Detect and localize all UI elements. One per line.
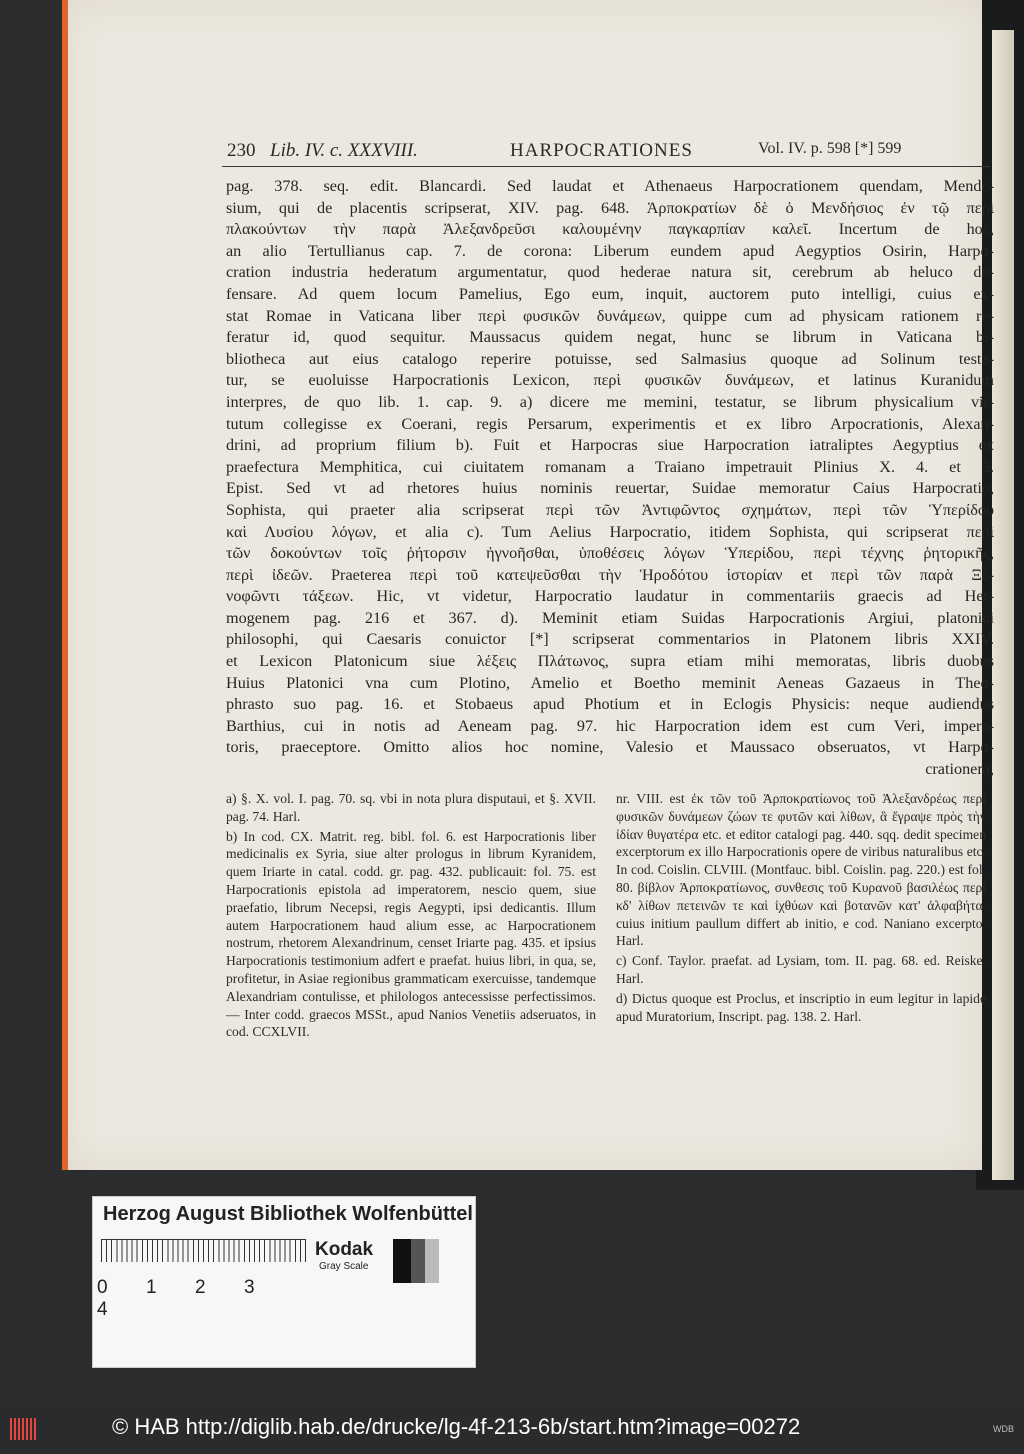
text-line: περὶ ἰδεῶν. Praeterea περὶ τοῦ κατεψεῦσθαι τὴν Ἡροδότου ἱστορίαν et περὶ τῶν παρὰ Ξε- [226,565,994,584]
text-line: an alio Tertullianus cap. 7. de corona: Liberum eundem apud Aegyptios Osirin, Harpo- [226,241,994,260]
footnote: a) §. X. vol. I. pag. 70. sq. vbi in nota plura disputaui, et §. XVII. pag. 74. Harl. [226,791,596,824]
text-line: praefectura Memphitica, cui ciuitatem romanam a Traiano impetrauit Plinius X. 4. et 5. [226,457,994,476]
text-line: νοφῶντι τάξεων. Hic, vt videtur, Harpocratio laudatur in commentariis graecis ad Her- [226,587,994,606]
header-rule [222,166,990,167]
text-line: καὶ Λυσίου λόγων, et alia c). Tum Aelius Harpocratio, itidem Sophista, qui scripserat περὶ [226,522,994,541]
text-line: et Lexicon Platonicum siue λέξεις Πλάτωνος, supra etiam mihi memoratas, libris duobus [226,652,994,671]
footnotes-right-column [616,790,986,1027]
text-line: crationem, [925,760,994,779]
library-name: Herzog August Bibliothek Wolfenbüttel [103,1203,473,1225]
text-line: stat Romae in Vaticana liber περὶ φυσικῶν δυνάμεων, quippe cum ad physicam rationem re- [226,306,994,325]
text-line: phrasto suo pag. 16. et Stobaeus apud Photium et in Eclogis Physicis: neque audiendus [226,695,994,714]
footnote: b) In cod. CX. Matrit. reg. bibl. fol. 6. est Harpocrationis liber medicinalis ex Syria, siue alter prologus in librum Kyranidem, quem Iriarte in catal. codd. gr. pag. 432. publicauit: fol. 75. est Harpocrationis epistola ad imperatorem, nescio quem, siue praefatio, librum Necepsi, regis Aegypti, ipsi dedicantis. Illum autem Harpocrationem haud alium esse, ac Harpocrationem nostrum, rhetorem Alexandrinum, censet Iriarte pag. 435. et ipsius Harpocrationis testimonium adfert e praefat. huius libri, in qua, se, profitetur, in Asiae regionibus grammaticam exercuisse, tandemque Alexandriam contulisse, et philologos antecessisse perfectissimos. — Inter codd. graecos MSSt., apud Nanios Venetiis adseruatos, in cod. CCXLVII. [226,828,596,1040]
text-line: cration industria hederatum argumentatur, quod hederae natura sit, cerebrum ab heluco de- [226,263,994,282]
text-line: Barthius, cui in notis ad Aeneam pag. 97. hic Harpocration idem est cum Veri, impera- [226,716,994,735]
text-line: Sophista, qui praeter alia scripserat περὶ τῶν Ἀντιφῶντος σχημάτων, περὶ τῶν Ὑπερίδου [226,500,994,519]
library-color-chart [92,1196,476,1368]
text-line: feratur id, quod sequitur. Maussacus quidem negat, hunc se librum in Vaticana bi- [226,328,994,347]
text-line: sium, qui de placentis scripserat, XIV. pag. 648. Ἁρποκρατίων δὲ ὁ Μενδήσιος ἐν τῷ περὶ [226,198,994,217]
page-title: HARPOCRATIONES [510,140,693,161]
gray-swatch-dark [411,1239,425,1283]
footnote: nr. VIII. est ἐκ τῶν τοῦ Ἁρποκρατίωνος τοῦ Ἀλεξανδρέως περὶ φυσικῶν δυνάμεων ζώων τε φυτῶν καὶ λίθων, ἃ ἔγραψε πρὸς τὴν ἰδίαν θυγατέρα etc. et editor catalogi pag. 440. sqq. dedit specimen excerptorum ex illo Harpocrationis opere de viribus naturalibus etc. In cod. Coislin. CLVIII. (Montfauc. bibl. Coislin. pag. 220.) est fol. 80. βίβλον Ἁρποκρατίωνος, συνθεσις τοῦ Κυρανοῦ βασιλέως περὶ κδ' λίθων πετεινῶν τε καὶ ἰχθύων καὶ βοτανῶν κατ' ἀλφαβήτα. cuius initium paullum differt ab initio, e cod. Naniano excerpto. Harl. [616,791,986,949]
text-line: fensare. Ad quem locum Pamelius, Ego eum, inquit, auctorem puto intelligi, cuius ex- [226,284,994,303]
text-line: tutum collegisse ex Coerani, regis Persarum, experimentis et ex libro Arpocrationis, Alexan- [226,414,994,433]
footer-bar [0,1406,1024,1454]
ruler-number: 3 [244,1277,255,1298]
gray-swatch-black [393,1239,411,1283]
ruler-number: 0 [97,1277,108,1298]
footer-mark: WDB [993,1424,1014,1434]
text-line: Epist. Sed vt ad rhetores huius nominis reuertar, Suidae memoratur Caius Harpocratio, [226,479,994,498]
volume-reference: Vol. IV. p. 598 [*] 599 [758,140,902,157]
main-text [226,176,994,781]
footnote: d) Dictus quoque est Proclus, et inscriptio in eum legitur in lapide apud Muratorium, Inscript. pag. 138. 2. Harl. [616,990,986,1024]
text-line: τῶν δοκούντων τοῖς ῥήτορσιν ἠγνοῆσθαι, ὑποθέσεις λόγων Ὑπερίδου, περὶ τέχνης ῥητορικῆς, [226,544,994,563]
footnote: c) Conf. Taylor. praefat. ad Lysiam, tom. II. pag. 68. ed. Reiske. Harl. [616,953,986,986]
text-line: philosophi, qui Caesaris conuictor [*] scripserat commentarios in Platonem libris XXIV. [226,630,994,649]
text-line: πλακούντων τὴν παρὰ Ἀλεξανδρεῦσι καλουμένην παγκαρπίαν καλεῖ. Incertum de hoc, [226,220,994,239]
running-head [160,140,930,166]
ruler-number: 2 [195,1277,206,1298]
hab-logo-icon [10,1418,38,1440]
text-line: Huius Platonici vna cum Plotino, Amelio et Boetho meminit Aeneas Gazaeus in Theo- [226,673,994,692]
ruler-numbers [97,1277,317,1321]
text-line: interpres, de quo lib. 1. cap. 9. a) dicere me memini, testatur, se librum physicalium vir- [226,392,994,411]
ruler-number: 1 [146,1277,157,1298]
page-number: 230 [227,140,256,161]
text-line: toris, praeceptore. Omitto alios hoc nomine, Valesio et Maussaco obseruatos, vt Harpo- [226,738,994,757]
ruler-scale [101,1239,306,1262]
text-line: pag. 378. seq. edit. Blancardi. Sed laudat et Athenaeus Harpocrationem quendam, Mende- [226,177,994,195]
text-line: drini, ad proprium filium b). Fuit et Harpocras siue Harpocration iatraliptes Aegyptius ex [226,436,994,455]
gray-swatch-light [425,1239,439,1283]
gray-scale-label: Gray Scale [319,1261,369,1272]
page-edge [62,0,68,1170]
text-line: bliotheca aut eius catalogo reperire potuisse, sed Salmasius quoque ad Solinum testa- [226,349,994,368]
text-line: tur, se euoluisse Harpocrationis Lexicon, περὶ φυσικῶν δυνάμεων, et latinus Kuranidum [226,371,994,390]
kodak-logo: Kodak [315,1239,374,1260]
text-line: mogenem pag. 216 et 367. d). Meminit etiam Suidas Harpocrationis Argiui, platonici [226,608,994,627]
copyright-url[interactable]: © HAB http://diglib.hab.de/drucke/lg-4f-213-6b/start.htm?image=00272 [112,1414,801,1439]
footnotes-left-column [226,790,596,1043]
chapter-reference: Lib. IV. c. XXXVIII. [270,140,418,161]
ruler-number: 4 [97,1299,108,1320]
